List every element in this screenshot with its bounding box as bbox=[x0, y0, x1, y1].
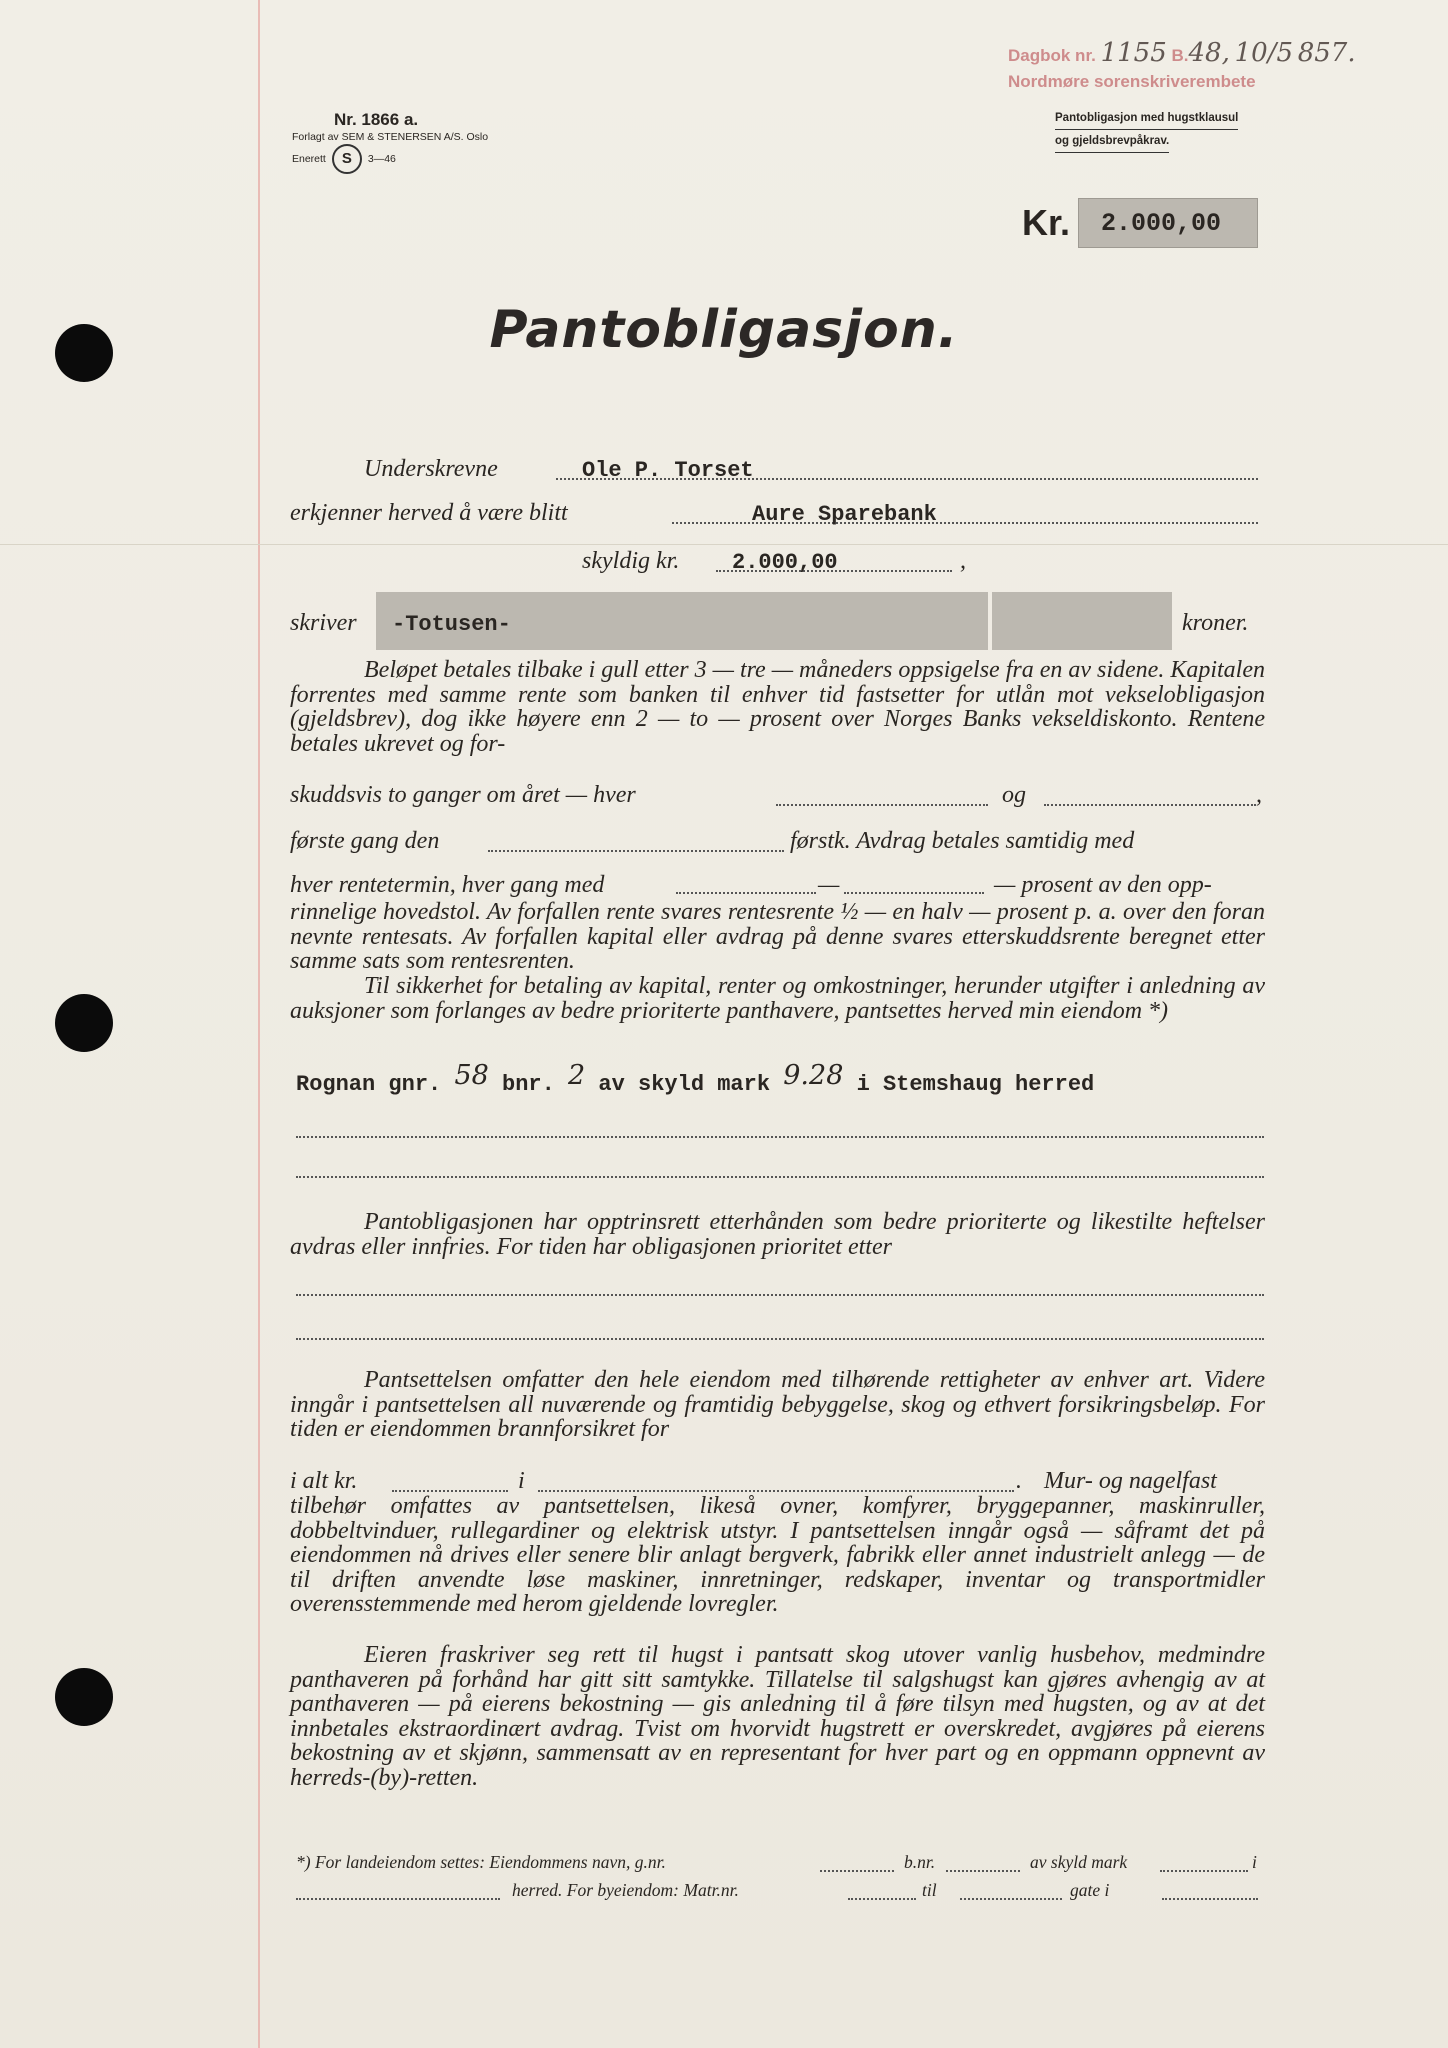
stamp-year: 48, bbox=[1188, 38, 1230, 68]
footnote-rural-label: *) For landeiendom settes: Eiendommens navn, g.nr. bbox=[296, 1852, 666, 1872]
creditor-label: erkjenner herved å være blitt bbox=[290, 500, 568, 526]
document-title: Pantobligasjon. bbox=[489, 300, 959, 360]
punch-hole bbox=[55, 1668, 113, 1726]
installment-suffix: — prosent av den opp- bbox=[994, 872, 1212, 898]
creditor-field[interactable]: Aure Sparebank bbox=[752, 502, 937, 527]
undersigned-label: Underskrevne bbox=[364, 456, 498, 482]
footnote-urban-label: herred. For byeiendom: Matr.nr. bbox=[512, 1880, 739, 1900]
stamp-date: 10/5 bbox=[1234, 38, 1293, 68]
fold-line bbox=[0, 544, 1448, 545]
words-field[interactable]: -Totusen- bbox=[392, 612, 511, 637]
dotted-line bbox=[538, 1490, 1014, 1492]
insurance-period: . bbox=[1016, 1468, 1022, 1494]
dotted-line bbox=[776, 804, 988, 806]
dotted-line bbox=[296, 1136, 1264, 1138]
dotted-line bbox=[676, 892, 816, 894]
security-paragraph: Til sikkerhet for betaling av kapital, renter og omkostninger, herunder utgifter i anledning av auksjoner som forlanges av bedre prioriterte panthavere, pantsettes herved min eiendom *) bbox=[290, 973, 1265, 1024]
scope-paragraph: Pantsettelsen omfatter den hele eiendom med tilhørende rettigheter av enhver art. Videre inngår i pantsettelsen all nuværende og framtidig bebyggelse, skog og ethvert forsikringsbeløp. For tiden er eiendommen brannforsikret for bbox=[290, 1367, 1265, 1442]
stamp-register-label: Dagbok nr. bbox=[1008, 46, 1096, 65]
registration-stamp bbox=[1008, 40, 1408, 95]
undersigned-field[interactable]: Ole P. Torset bbox=[582, 458, 754, 483]
publisher-block bbox=[292, 110, 552, 174]
dotted-line bbox=[946, 1870, 1020, 1872]
dotted-line bbox=[960, 1898, 1062, 1900]
property-bnr-label: bnr. bbox=[502, 1072, 555, 1097]
publisher-edition: 3—46 bbox=[367, 153, 396, 165]
dotted-line bbox=[296, 1898, 500, 1900]
insurance-in-label: i bbox=[518, 1468, 525, 1494]
amount-label: Kr. bbox=[1022, 202, 1071, 243]
interest-term-label: skuddsvis to ganger om året — hver bbox=[290, 782, 636, 808]
amount-row bbox=[1022, 198, 1258, 248]
fixtures-label: Mur- og nagelfast bbox=[1044, 1468, 1217, 1494]
publisher-logo-icon: S bbox=[332, 144, 362, 174]
publisher-line: Forlagt av SEM & STENERSEN A/S. Oslo bbox=[292, 131, 489, 143]
first-date-suffix: førstk. Avdrag betales samtidig med bbox=[790, 828, 1135, 854]
punch-hole bbox=[55, 994, 113, 1052]
interest-term-and: og bbox=[1002, 782, 1026, 808]
stamp-court-name: Nordmøre sorenskriverembete bbox=[1008, 72, 1256, 91]
property-bnr: 2 bbox=[568, 1060, 586, 1091]
footnote-mark-label: av skyld mark bbox=[1030, 1852, 1128, 1872]
dotted-line bbox=[848, 1898, 916, 1900]
form-type-line: Pantobligasjon med hugstklausul bbox=[1055, 108, 1238, 130]
words-label: skriver bbox=[290, 610, 357, 636]
dotted-line bbox=[296, 1294, 1264, 1296]
property-name: Rognan gnr. bbox=[296, 1072, 442, 1097]
dotted-line bbox=[488, 850, 784, 852]
dotted-line bbox=[1044, 804, 1256, 806]
footnote-bnr-label: b.nr. bbox=[904, 1852, 936, 1872]
owes-field[interactable]: 2.000,00 bbox=[732, 550, 838, 575]
words-shaded-field bbox=[992, 592, 1172, 650]
default-interest-paragraph: rinnelige hovedstol. Av forfallen rente svares rentesrente ½ — en halv — prosent p. a. over den foran nevnte rentesats. Av forfallen kapital eller avdrag på denne svares etterskuddsrente beregnet etter samme sats som rentesrenten. bbox=[290, 899, 1265, 974]
form-number: Nr. 1866 a. bbox=[334, 110, 419, 129]
owes-label: skyldig kr. bbox=[582, 548, 680, 574]
words-suffix: kroner. bbox=[1182, 610, 1249, 636]
dotted-line bbox=[296, 1338, 1264, 1340]
property-municipality: i Stemshaug herred bbox=[856, 1072, 1095, 1097]
publisher-copyright: Enerett bbox=[292, 153, 326, 165]
dotted-line bbox=[392, 1490, 508, 1492]
dotted-line bbox=[844, 892, 984, 894]
priority-paragraph: Pantobligasjonen har opptrinsrett etterhånden som bedre prioriterte og likestilte heftelser avdras eller innfries. For tiden har obligasjonen prioritet etter bbox=[290, 1209, 1265, 1260]
owes-suffix: , bbox=[960, 548, 966, 574]
dotted-line bbox=[820, 1870, 894, 1872]
logging-paragraph: Eieren fraskriver seg rett til hugst i pantsatt skog utover vanlig husbehov, medmindre panthaveren på forhånd har gitt sitt samtykke. Tillatelse til salgshugst kan gjøres avhengig av at panthaveren — på eierens bekostning — gis anledning til å føre tilsyn med hugsten, og av at det innbetales ekstraordinært avdrag. Tvist om hvorvidt hugstrett er overskredet, avgjøres på eierens bekostning av et skjønn, sammensatt av en representant for hver part og en oppmann oppnevnt av herreds-(by)-retten. bbox=[290, 1642, 1265, 1791]
form-type-line: og gjeldsbrevpåkrav. bbox=[1055, 131, 1169, 153]
footnote-to-label: til bbox=[922, 1880, 937, 1900]
insurance-amount-label: i alt kr. bbox=[290, 1468, 358, 1494]
installment-dash: — bbox=[818, 872, 840, 898]
dotted-line bbox=[1160, 1870, 1248, 1872]
fixtures-paragraph: tilbehør omfattes av pantsettelsen, likeså ovner, komfyrer, bryggepanner, maskinruller, dobbeltvinduer, rullegardiner og elektrisk utstyr. I pantsettelsen inngår også — såframt det på eiendommen nå drives eller senere blir anlagt bergverk, fabrikk eller annet industrielt anlegg — de til driften anvendte løse maskiner, innretninger, redskaper, inventar og transportmidler overensstemmende med herom gjeldende lovregler. bbox=[290, 1493, 1265, 1617]
installment-label: hver rentetermin, hver gang med bbox=[290, 872, 605, 898]
property-description[interactable] bbox=[296, 1060, 1095, 1097]
dotted-line bbox=[296, 1176, 1264, 1178]
repayment-paragraph: Beløpet betales tilbake i gull etter 3 — tre — måneders oppsigelse fra en av sidene. Kapitalen forrentes med samme rente som banken til enhver tid fastsetter for utlån mot vekselobligasjon (gjeldsbrev), dog ikke høyere enn 2 — to — prosent over Norges Banks vekseldiskonto. Rentene betales ukrevet og for- bbox=[290, 657, 1265, 757]
stamp-year-prefix: B. bbox=[1171, 46, 1189, 65]
interest-term-comma: , bbox=[1256, 782, 1262, 808]
footnote-street-label: gate i bbox=[1070, 1880, 1110, 1900]
first-date-label: første gang den bbox=[290, 828, 440, 854]
stamp-page: 857. bbox=[1297, 38, 1356, 68]
property-mark-label: av skyld mark bbox=[598, 1072, 771, 1097]
property-gnr: 58 bbox=[454, 1060, 489, 1091]
dotted-line bbox=[1162, 1898, 1258, 1900]
footnote-in-label: i bbox=[1252, 1852, 1257, 1872]
property-mark: 9.28 bbox=[783, 1060, 844, 1091]
stamp-register-number: 1155 bbox=[1100, 38, 1167, 68]
amount-field[interactable]: 2.000,00 bbox=[1078, 198, 1258, 248]
form-type bbox=[1055, 108, 1238, 154]
